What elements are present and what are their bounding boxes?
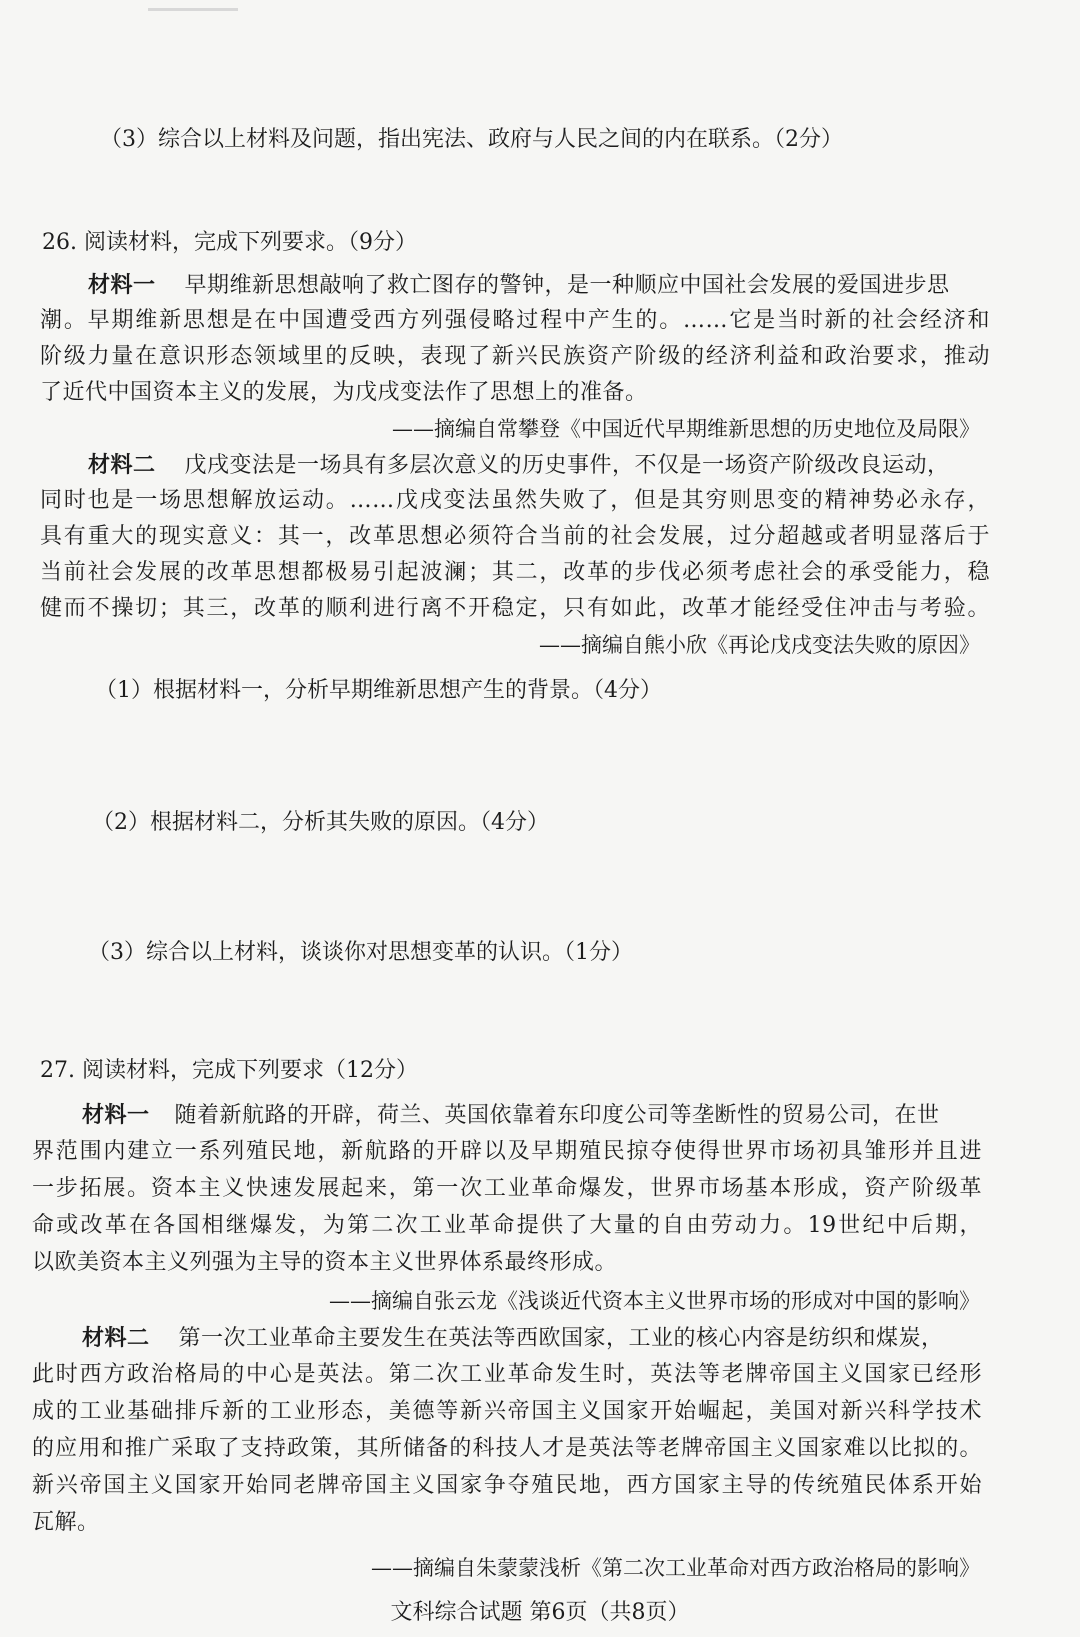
q27-m2-line: 此时西方政治格局的中心是英法。第二次工业革命发生时，英法等老牌帝国主义国家已经形 — [32, 1362, 982, 1387]
q27-m2-line: 的应用和推广采取了支持政策，其所储备的科技人才是英法等老牌帝国主义国家难以比拟的。 — [32, 1436, 982, 1461]
q27-m1-source: ——摘编自张云龙《浅谈近代资本主义世界市场的形成对中国的影响》 — [329, 1289, 980, 1313]
q27-m2-label: 材料二 — [82, 1325, 150, 1351]
q27-m1-line: 以欧美资本主义列强为主导的资本主义世界体系最终形成。 — [32, 1250, 618, 1275]
q27-heading: 27. 阅读材料，完成下列要求（12分） — [40, 1058, 418, 1083]
q27-m1-line: 随着新航路的开辟，荷兰、英国依靠着东印度公司等垄断性的贸易公司，在世 — [174, 1103, 940, 1128]
q27-m2-line: 成的工业基础排斥新的工业形态，美德等新兴帝国主义国家开始崛起，美国对新兴科学技术 — [32, 1399, 982, 1424]
scan-artifact — [148, 8, 238, 11]
q27-m2-line: 第一次工业革命主要发生在英法等西欧国家，工业的核心内容是纺织和煤炭， — [178, 1326, 944, 1351]
q26-m2-line: 具有重大的现实意义：其一，改革思想必须符合当前的社会发展，过分超越或者明显落后于 — [40, 524, 990, 549]
q26-m1-line: 了近代中国资本主义的发展，为戊戌变法作了思想上的准备。 — [40, 380, 648, 405]
page-footer: 文科综合试题 第6页（共8页） — [390, 1600, 690, 1625]
q27-m1-line: 一步拓展。资本主义快速发展起来，第一次工业革命爆发，世界市场基本形成，资产阶级革 — [32, 1176, 982, 1201]
q27-m1-label-line — [82, 1100, 940, 1131]
q27-m2-line: 瓦解。 — [32, 1510, 100, 1535]
q26-m2-label-line — [88, 450, 950, 481]
q26-m2-line: 戊戌变法是一场具有多层次意义的历史事件，不仅是一场资产阶级改良运动， — [184, 453, 950, 478]
q26-m2-line: 同时也是一场思想解放运动。……戊戌变法虽然失败了，但是其穷则思变的精神势必永存， — [40, 488, 990, 513]
q26-sub1: （1）根据材料一，分析早期维新思想产生的背景。（4分） — [95, 678, 662, 703]
q26-heading: 26. 阅读材料，完成下列要求。（9分） — [42, 230, 417, 255]
q26-sub3: （3）综合以上材料，谈谈你对思想变革的认识。（1分） — [88, 940, 633, 965]
q27-m2-label-line — [82, 1323, 944, 1354]
q26-m1-line: 潮。早期维新思想是在中国遭受西方列强侵略过程中产生的。……它是当时新的社会经济和 — [40, 308, 990, 333]
q26-sub2: （2）根据材料二，分析其失败的原因。（4分） — [92, 810, 549, 835]
q27-m2-source: ——摘编自朱蒙蒙浅析《第二次工业革命对西方政治格局的影响》 — [371, 1556, 980, 1580]
q26-m1-label: 材料一 — [88, 272, 156, 298]
q26-m2-line: 健而不操切；其三，改革的顺利进行离不开稳定，只有如此，改革才能经受住冲击与考验。 — [40, 596, 990, 621]
q26-m2-line: 当前社会发展的改革思想都极易引起波澜；其二，改革的步伐必须考虑社会的承受能力，稳 — [40, 560, 990, 585]
q27-m1-line: 界范围内建立一系列殖民地，新航路的开辟以及早期殖民掠夺使得世界市场初具雏形并且进 — [32, 1139, 982, 1164]
q25-sub3: （3）综合以上材料及问题，指出宪法、政府与人民之间的内在联系。（2分） — [100, 127, 843, 152]
q26-m2-source: ——摘编自熊小欣《再论戊戌变法失败的原因》 — [539, 633, 980, 657]
q26-m1-line: 阶级力量在意识形态领域里的反映，表现了新兴民族资产阶级的经济利益和政治要求，推动 — [40, 344, 990, 369]
q27-m1-label: 材料一 — [82, 1102, 150, 1128]
q26-m1-source: ——摘编自常攀登《中国近代早期维新思想的历史地位及局限》 — [392, 417, 980, 441]
q27-m2-line: 新兴帝国主义国家开始同老牌帝国主义国家争夺殖民地，西方国家主导的传统殖民体系开始 — [32, 1473, 982, 1498]
q26-m2-label: 材料二 — [88, 452, 156, 478]
q26-m1-line: 早期维新思想敲响了救亡图存的警钟，是一种顺应中国社会发展的爱国进步思 — [184, 273, 950, 298]
q27-m1-line: 命或改革在各国相继爆发，为第二次工业革命提供了大量的自由劳动力。19世纪中后期， — [32, 1213, 982, 1238]
q26-m1-label-line — [88, 270, 950, 301]
